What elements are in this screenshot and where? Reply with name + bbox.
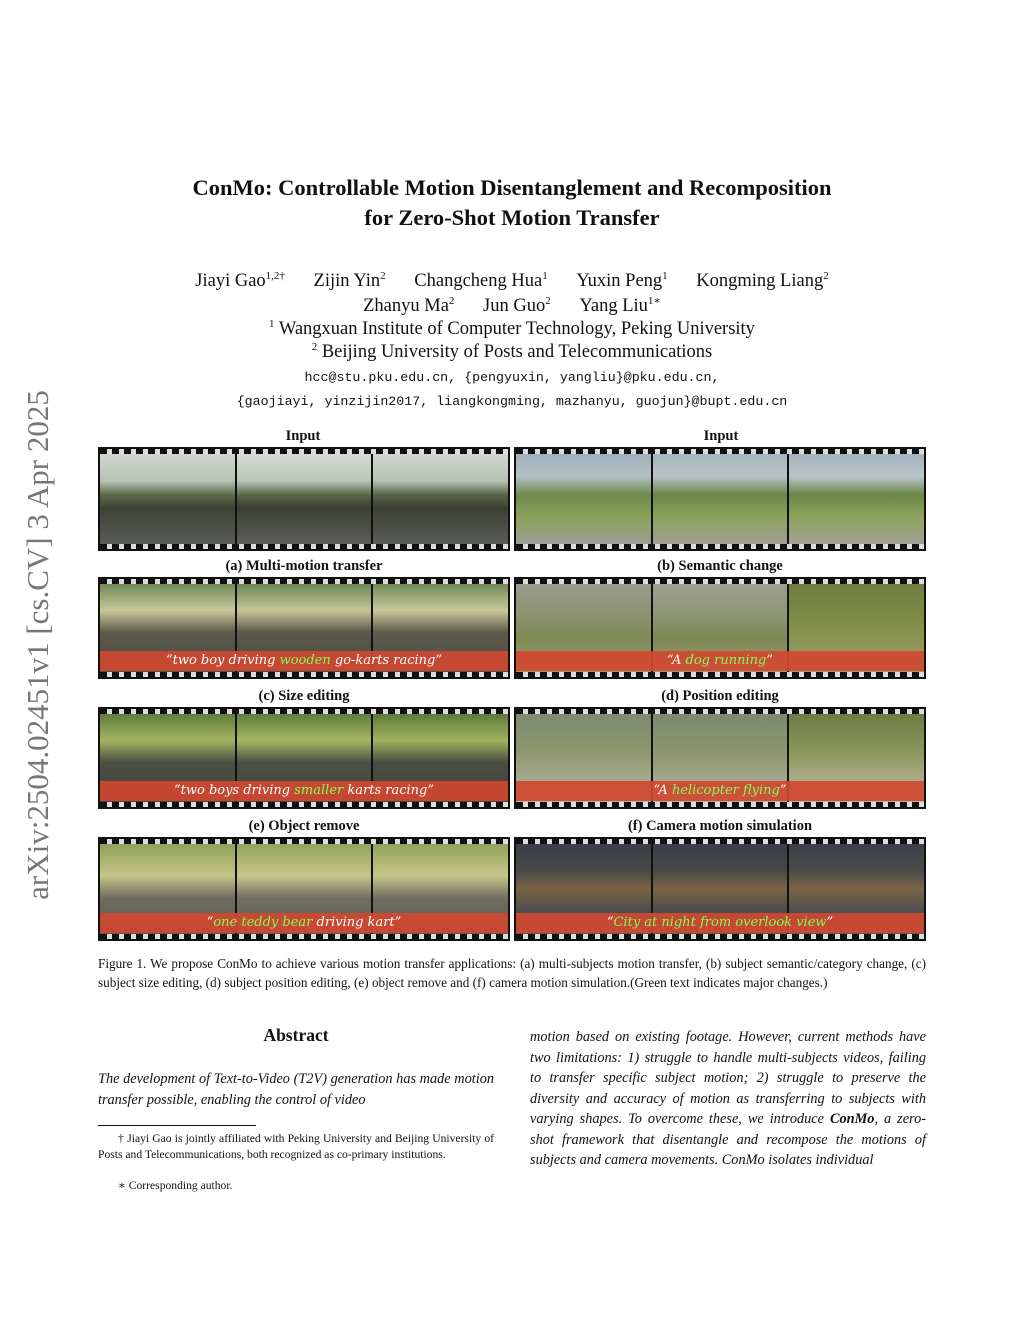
author-row-2 [100,294,924,317]
author: Zijin Yin$^2$ [313,270,386,292]
label-position-editing: (d) Position editing [661,688,779,704]
video-frame [789,454,924,544]
result-strip-c [98,707,510,809]
author: Jun Guo$^2$ [483,295,551,317]
author: Jiayi Gao$^{1,2\dagger}$ [195,270,285,292]
video-frame [653,454,788,544]
paper-title-line2: for Zero-Shot Motion Transfer [364,205,660,230]
prompt-bar-f: “City at night from overlook view” [516,913,924,933]
prompt-bar-e: “one teddy bear driving kart” [100,913,508,933]
prompt-bar-b: “A dog running” [516,651,924,671]
input-strip-karts [98,447,510,551]
prompt-bar-a: “two boy driving wooden go-karts racing” [100,651,508,671]
author: Zhanyu Ma$^2$ [363,295,455,317]
paper-title-line1: ConMo: Controllable Motion Disentanglement and Recomposition [192,175,832,200]
result-strip-f [514,837,926,941]
footnote-star: ∗ Corresponding author. [118,1179,233,1192]
label-multi-motion-transfer: (a) Multi-motion transfer [225,558,383,574]
abstract-left-text: The development of Text-to-Video (T2V) generation has made motion transfer possible, enabling the control of video [98,1071,494,1108]
abstract-right-text: motion based on existing footage. However, current methods have two limitations: 1) struggle to handle multi-subjects videos, failing to transfer specific subject motion; 2) struggle to preserve the diversity and accuracy of motion as transferring to subjects with varying shapes. To overcome these, we introduce ConMo, a zero-shot framework that disentangle and recompose the motions of subjects and camera movements. ConMo isolates individual [530,1029,926,1168]
video-frame [237,454,372,544]
label-size-editing: (c) Size editing [258,688,350,704]
arxiv-identifier [8,360,68,930]
result-strip-e [98,837,510,941]
email-line-1: hcc@stu.pku.edu.cn, {pengyuxin, yangliu}@pku.edu.cn, [304,370,720,385]
method-name: ConMo [829,1111,875,1127]
author: Kongming Liang$^2$ [696,270,829,292]
author-row-1 [100,270,924,292]
prompt-bar-c: “two boys driving smaller karts racing” [100,781,508,801]
video-frame [100,454,235,544]
affiliation-1: $^1$ Wangxuan Institute of Computer Technology, Peking University [269,318,755,340]
author: Yang Liu$^{1∗}$ [579,295,661,317]
prompt-bar-d: “A helicopter flying” [516,781,924,801]
result-strip-a [98,577,510,679]
figure-input-label-left: Input [285,428,321,444]
label-semantic-change: (b) Semantic change [657,558,783,574]
video-frame [516,454,651,544]
affiliation-2: $^2$ Beijing University of Posts and Telecommunications [311,341,713,363]
video-frame [373,454,508,544]
figure-caption: Figure 1. We propose ConMo to achieve various motion transfer applications: (a) multi-subjects motion transfer, (b) subject semantic/category change, (c) subject size editing, (d) subject position editing, (e) object remove and (f) camera motion simulation.(Green text indicates major changes.) [98,956,926,990]
author: Changcheng Hua$^1$ [414,270,548,292]
email-line-2: {gaojiayi, yinzijin2017, liangkongming, mazhanyu, guojun}@bupt.edu.cn [236,394,788,409]
footnote-divider [98,1125,256,1126]
arxiv-id-text: arXiv:2504.02451v1 [cs.CV] 3 Apr 2025 [20,390,55,900]
figure-input-label-right: Input [703,428,739,444]
footnote-dagger: † Jiayi Gao is jointly affiliated with Peking University and Beijing University of Posts and Telecommunications, both recognized as co-primary institutions. [98,1132,494,1161]
input-strip-car [514,447,926,551]
abstract-heading: Abstract [263,1025,329,1045]
label-object-remove: (e) Object remove [248,818,360,834]
author: Yuxin Peng$^1$ [576,270,668,292]
result-strip-b [514,577,926,679]
result-strip-d [514,707,926,809]
label-camera-motion: (f) Camera motion simulation [627,818,813,834]
